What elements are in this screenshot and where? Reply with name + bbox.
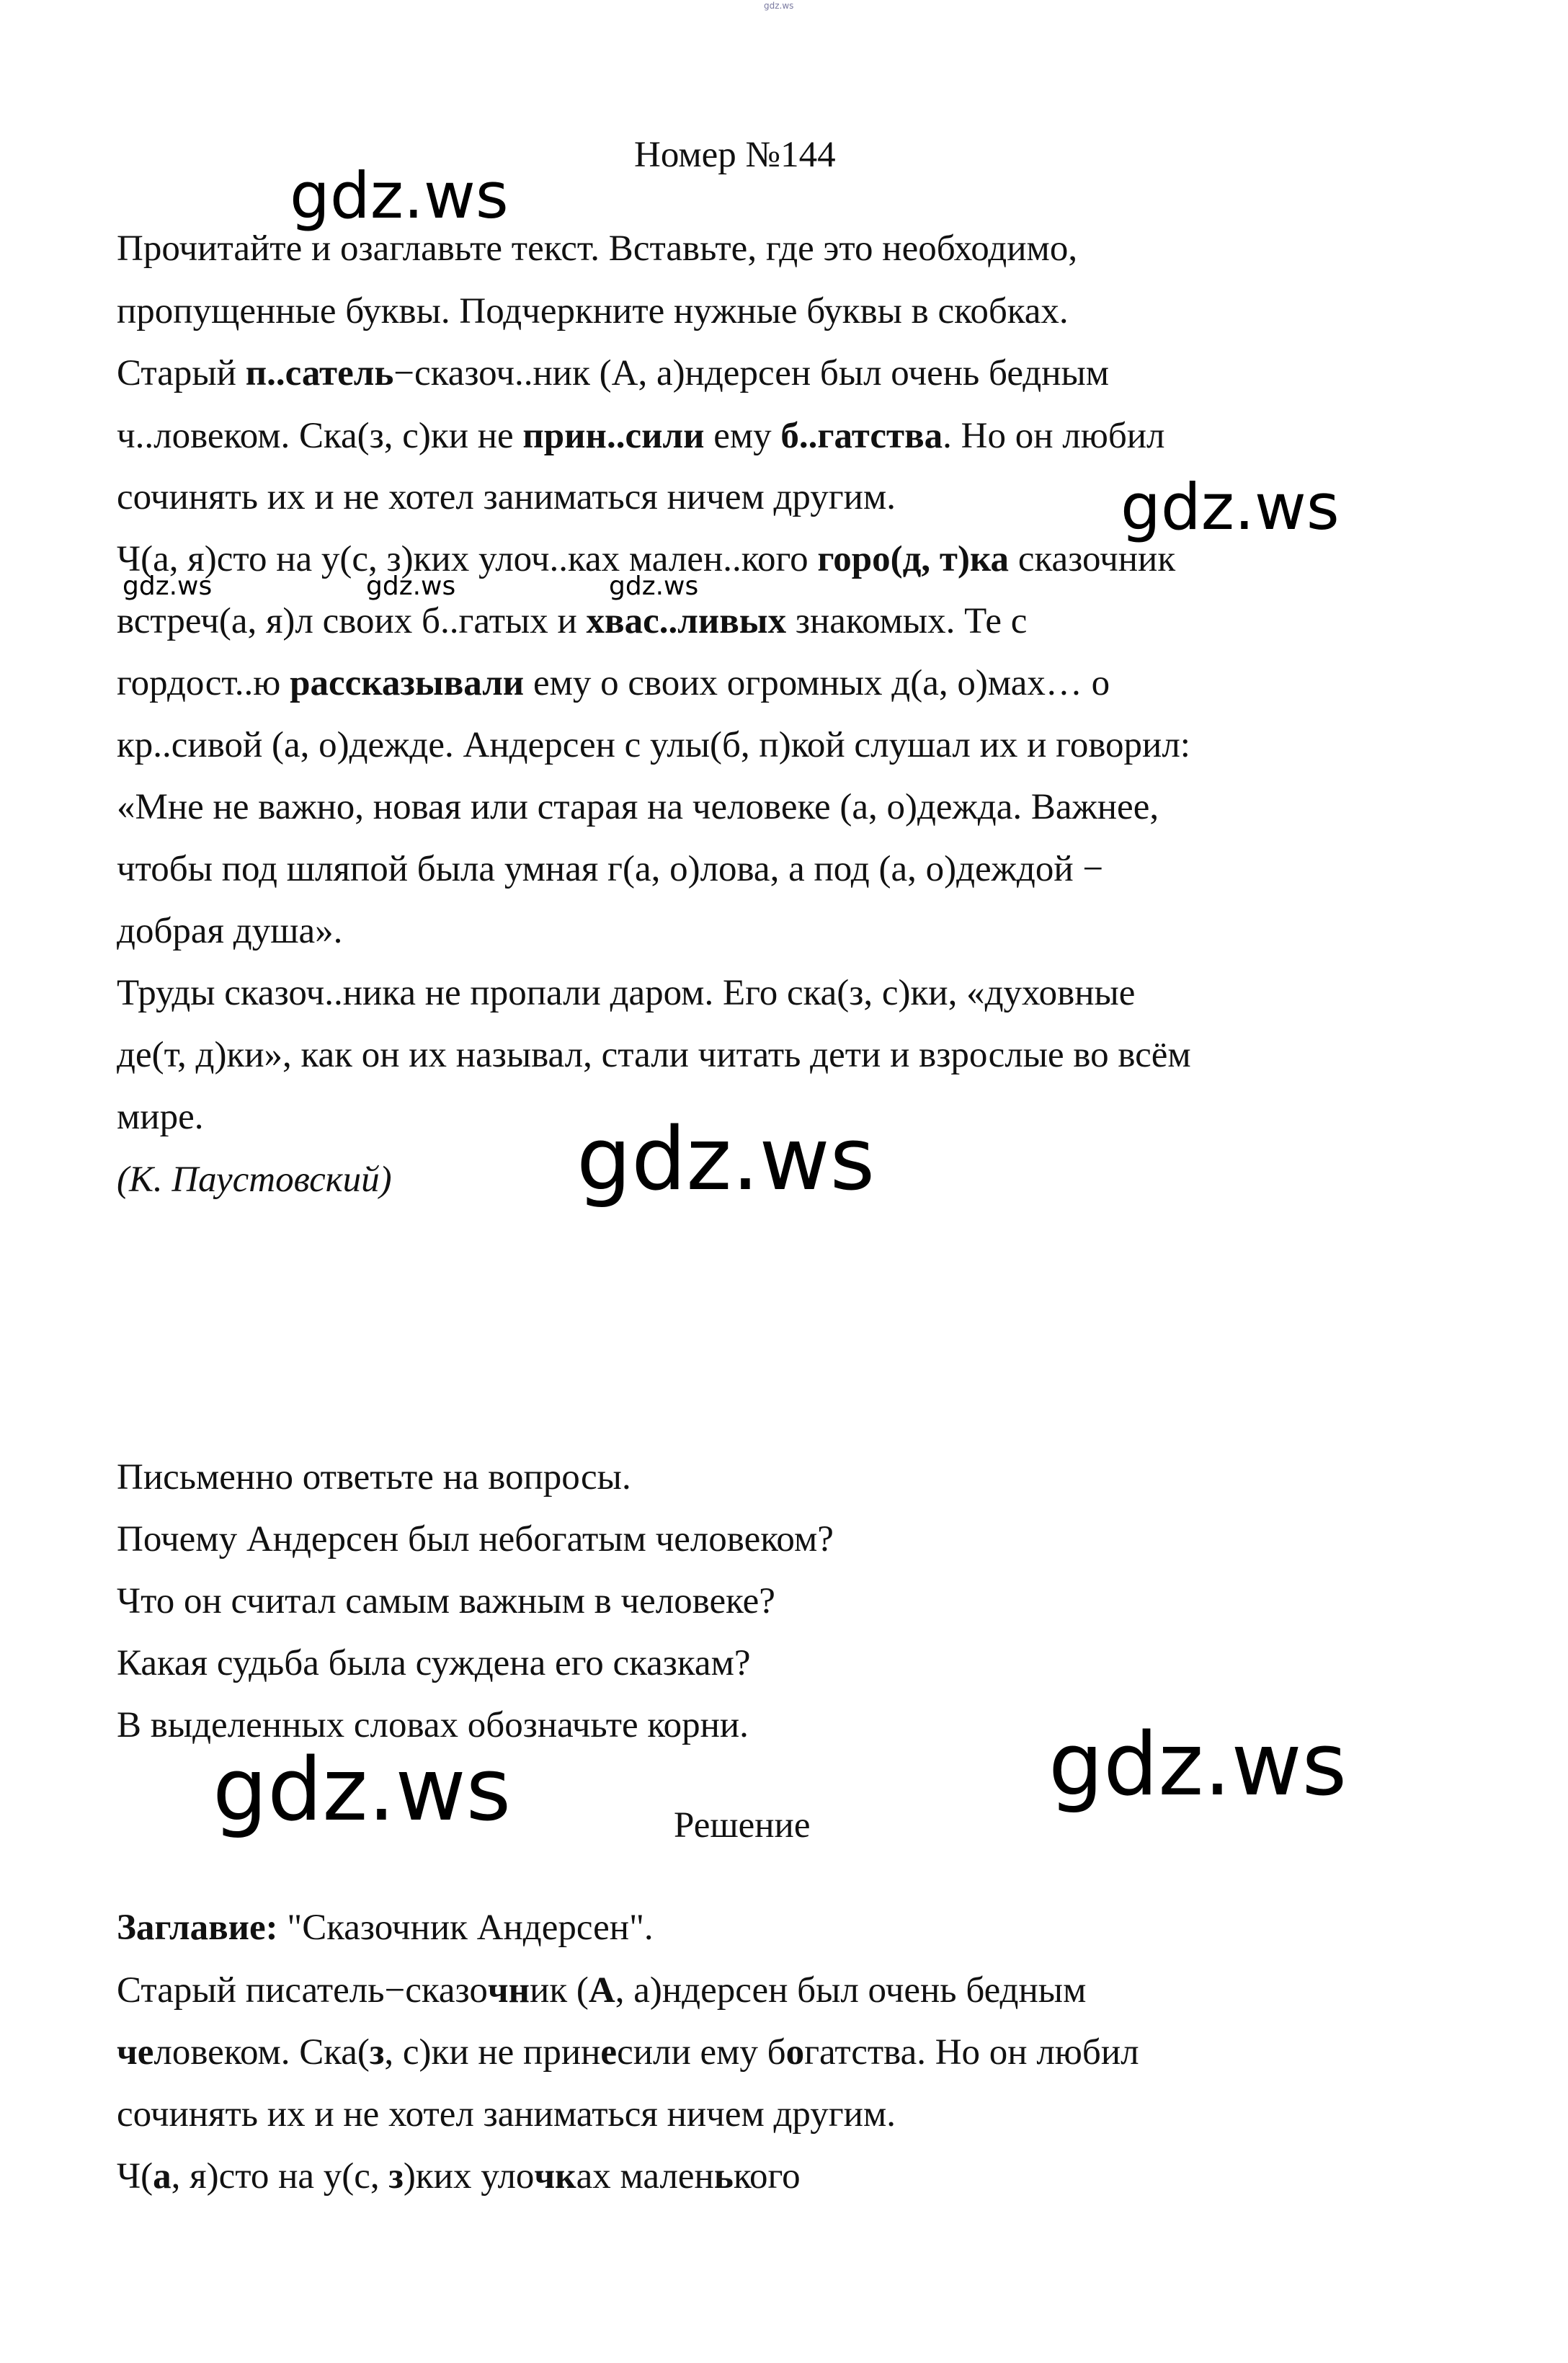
- watermark-7: gdz.ws: [213, 1740, 512, 1841]
- text-line-12: де(т, д)ки», как он их называл, стали читать дети и взрослые во всём: [117, 1035, 1191, 1075]
- text-line-7: кр..сивой (а, о)дежде. Андерсен с улы(б, п)кой слушал их и говорил:: [117, 725, 1190, 765]
- watermark-2: gdz.ws: [1121, 470, 1340, 544]
- solution-line-1: Старый писатель−сказочник (А, а)ндерсен был очень бедным: [117, 1970, 1087, 2011]
- text-line-13: мире.: [117, 1097, 204, 1137]
- solution-line-2: человеком. Ска(з, с)ки не принесили ему богатства. Но он любил: [117, 2032, 1139, 2073]
- watermark-top: gdz.ws: [764, 1, 794, 11]
- question-5: В выделенных словах обозначьте корни.: [117, 1705, 749, 1745]
- bold-word: хвас..ливых: [586, 601, 787, 641]
- question-2: Почему Андерсен был небогатым человеком?: [117, 1519, 834, 1559]
- text-line-1: Старый п..сатель−сказоч..ник (А, а)ндерсен был очень бедным: [117, 353, 1110, 393]
- bold-word: рассказывали: [290, 663, 525, 703]
- bold-word: б..гатства: [780, 416, 943, 456]
- text-line-8: «Мне не важно, новая или старая на человеке (а, о)дежда. Важнее,: [117, 787, 1159, 827]
- question-1: Письменно ответьте на вопросы.: [117, 1457, 631, 1498]
- watermark-1: gdz.ws: [290, 159, 509, 233]
- bold-word: прин..сили: [522, 416, 705, 456]
- text-line-9: чтобы под шляпой была умная г(а, о)лова, а под (а, о)деждой −: [117, 849, 1104, 889]
- solution-title: Решение: [674, 1805, 811, 1846]
- solution-heading: Заглавие: "Сказочник Андерсен".: [117, 1908, 654, 1948]
- question-4: Какая судьба была суждена его сказкам?: [117, 1643, 751, 1683]
- watermark-3: gdz.ws: [122, 571, 213, 601]
- watermark-4: gdz.ws: [366, 571, 456, 601]
- text-line-11: Труды сказоч..ника не пропали даром. Его ска(з, с)ки, «духовные: [117, 973, 1136, 1013]
- text-line-3: сочинять их и не хотел заниматься ничем другим.: [117, 477, 896, 517]
- text-line-5: встреч(а, я)л своих б..гатых и хвас..ливых знакомых. Те с: [117, 601, 1028, 641]
- question-3: Что он считал самым важным в человеке?: [117, 1581, 775, 1621]
- watermark-6: gdz.ws: [576, 1110, 876, 1210]
- text-author: (К. Паустовский): [117, 1160, 392, 1200]
- watermark-8: gdz.ws: [1048, 1715, 1348, 1815]
- solution-line-3: сочинять их и не хотел заниматься ничем другим.: [117, 2094, 896, 2135]
- watermark-5: gdz.ws: [609, 571, 699, 601]
- text-line-4: Ч(а, я)сто на у(с, з)ких улоч..ках мален..кого горо(д, т)ка сказочник: [117, 539, 1176, 579]
- page-title: Номер №144: [634, 135, 836, 175]
- task-line-2: пропущенные буквы. Подчеркните нужные буквы в скобках.: [117, 291, 1069, 331]
- text-line-6: гордост..ю рассказывали ему о своих огромных д(а, о)мах… о: [117, 663, 1110, 703]
- bold-word: п..сатель: [245, 353, 394, 393]
- bold-word: горо(д, т)ка: [817, 539, 1010, 579]
- text-line-2: ч..ловеком. Ска(з, с)ки не прин..сили ему б..гатства. Но он любил: [117, 416, 1165, 456]
- solution-line-4: Ч(а, я)сто на у(с, з)ких улочках маленького: [117, 2156, 801, 2197]
- text-line-10: добрая душа».: [117, 911, 343, 951]
- task-line-1: Прочитайте и озаглавьте текст. Вставьте, где это необходимо,: [117, 228, 1078, 269]
